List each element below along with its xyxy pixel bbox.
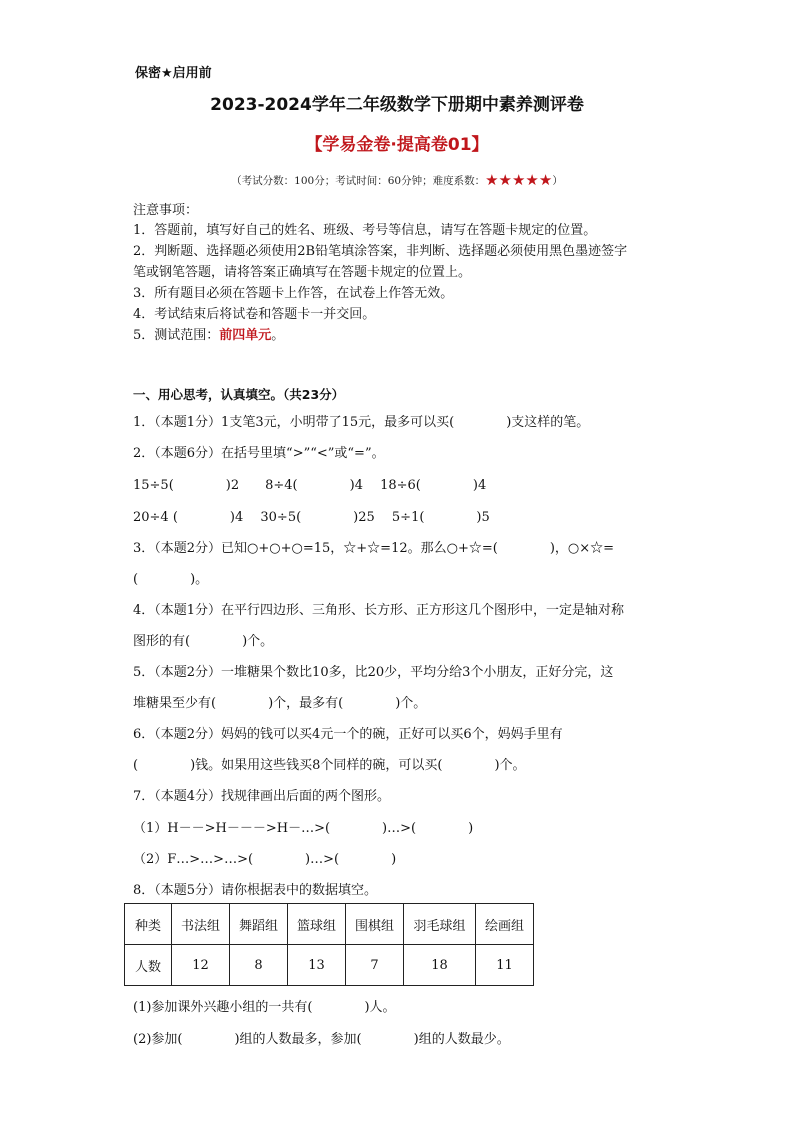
question-5-line-2: 堆糖果至少有( )个，最多有( )个。: [133, 696, 427, 711]
question-2-row-2: 20÷4 ( )4 30÷5( )25 5÷1( )5: [133, 510, 490, 525]
section-1-heading: 一、用心思考，认真填空。（共23分）: [133, 387, 345, 402]
question-3-line-2: ( )。: [133, 572, 209, 587]
note-2-line-1: 2．判断题、选择题必须使用2B铅笔填涂答案，非判断、选择题必须使用黑色墨迹签字: [133, 244, 628, 259]
note-5-prefix: 5．测试范围：: [133, 328, 220, 343]
table-cell: 7: [346, 945, 404, 986]
meta-suffix: ）: [552, 175, 563, 187]
table-header-cell: 书法组: [172, 904, 230, 945]
question-2: 2．（本题6分）在括号里填“>”“<”或“=”。: [133, 446, 385, 461]
interest-group-table: [124, 903, 534, 986]
question-7-part-1: （1）H－－>H－－－>H－…>( )…>( ): [133, 821, 474, 836]
table-row-label: 人数: [125, 945, 172, 986]
note-3: 3．所有题目必须在答题卡上作答，在试卷上作答无效。: [133, 286, 454, 301]
question-7-part-2: （2）F…>…>…>( )…>( ): [133, 852, 397, 867]
note-4: 4．考试结束后将试卷和答题卡一并交回。: [133, 307, 376, 322]
note-5-suffix: 。: [271, 328, 285, 343]
note-5: [133, 324, 284, 343]
table-cell: 11: [476, 945, 534, 986]
table-header-cell: 舞蹈组: [230, 904, 288, 945]
table-header-cell: 种类: [125, 904, 172, 945]
table-header-cell: 羽毛球组: [404, 904, 476, 945]
table-header-cell: 篮球组: [288, 904, 346, 945]
table-cell: 13: [288, 945, 346, 986]
question-2-row-1: 15÷5( )2 8÷4( )4 18÷6( )4: [133, 478, 487, 493]
table-header-cell: 围棋组: [346, 904, 404, 945]
notes-heading: 注意事项：: [133, 203, 199, 218]
note-1: 1．答题前，填写好自己的姓名、班级、考号等信息，请写在答题卡规定的位置。: [133, 223, 597, 238]
question-8: 8．（本题5分）请你根据表中的数据填空。: [133, 883, 378, 898]
exam-title: 2023-2024学年二年级数学下册期中素养测评卷: [210, 95, 584, 115]
exam-meta: [0, 171, 794, 189]
question-4-line-2: 图形的有( )个。: [133, 634, 274, 649]
table-cell: 18: [404, 945, 476, 986]
question-6-line-2: ( )钱。如果用这些钱买8个同样的碗，可以买( )个。: [133, 758, 526, 773]
question-7: 7．（本题4分）找规律画出后面的两个图形。: [133, 789, 391, 804]
table-row: [125, 945, 534, 986]
note-2-line-2: 笔或钢笔答题，请将答案正确填写在答题卡规定的位置上。: [133, 265, 472, 280]
table-row: [125, 904, 534, 945]
table-cell: 8: [230, 945, 288, 986]
confidential-label: 保密★启用前: [135, 66, 212, 81]
question-4-line-1: 4．（本题1分）在平行四边形、三角形、长方形、正方形这几个图形中，一定是轴对称: [133, 603, 625, 618]
test-range: 前四单元: [219, 328, 272, 343]
question-1: 1．（本题1分）1支笔3元，小明带了15元，最多可以买( )支这样的笔。: [133, 415, 590, 430]
difficulty-stars: ★★★★★: [485, 171, 553, 189]
question-8-part-2: (2)参加( )组的人数最多，参加( )组的人数最少。: [133, 1032, 510, 1047]
question-5-line-1: 5．（本题2分）一堆糖果个数比10多，比20少，平均分给3个小朋友，正好分完，这: [133, 665, 614, 680]
table-cell: 12: [172, 945, 230, 986]
question-3-line-1: 3．（本题2分）已知○+○+○=15，☆+☆=12。那么○+☆=( )，○×☆=: [133, 541, 615, 556]
table-header-cell: 绘画组: [476, 904, 534, 945]
question-8-part-1: (1)参加课外兴趣小组的一共有( )人。: [133, 1000, 396, 1015]
exam-subtitle: 【学易金卷·提高卷01】: [305, 135, 489, 155]
meta-prefix: （考试分数：100分；考试时间：60分钟；难度系数：: [231, 175, 486, 187]
question-6-line-1: 6．（本题2分）妈妈的钱可以买4元一个的碗，正好可以买6个，妈妈手里有: [133, 727, 563, 742]
